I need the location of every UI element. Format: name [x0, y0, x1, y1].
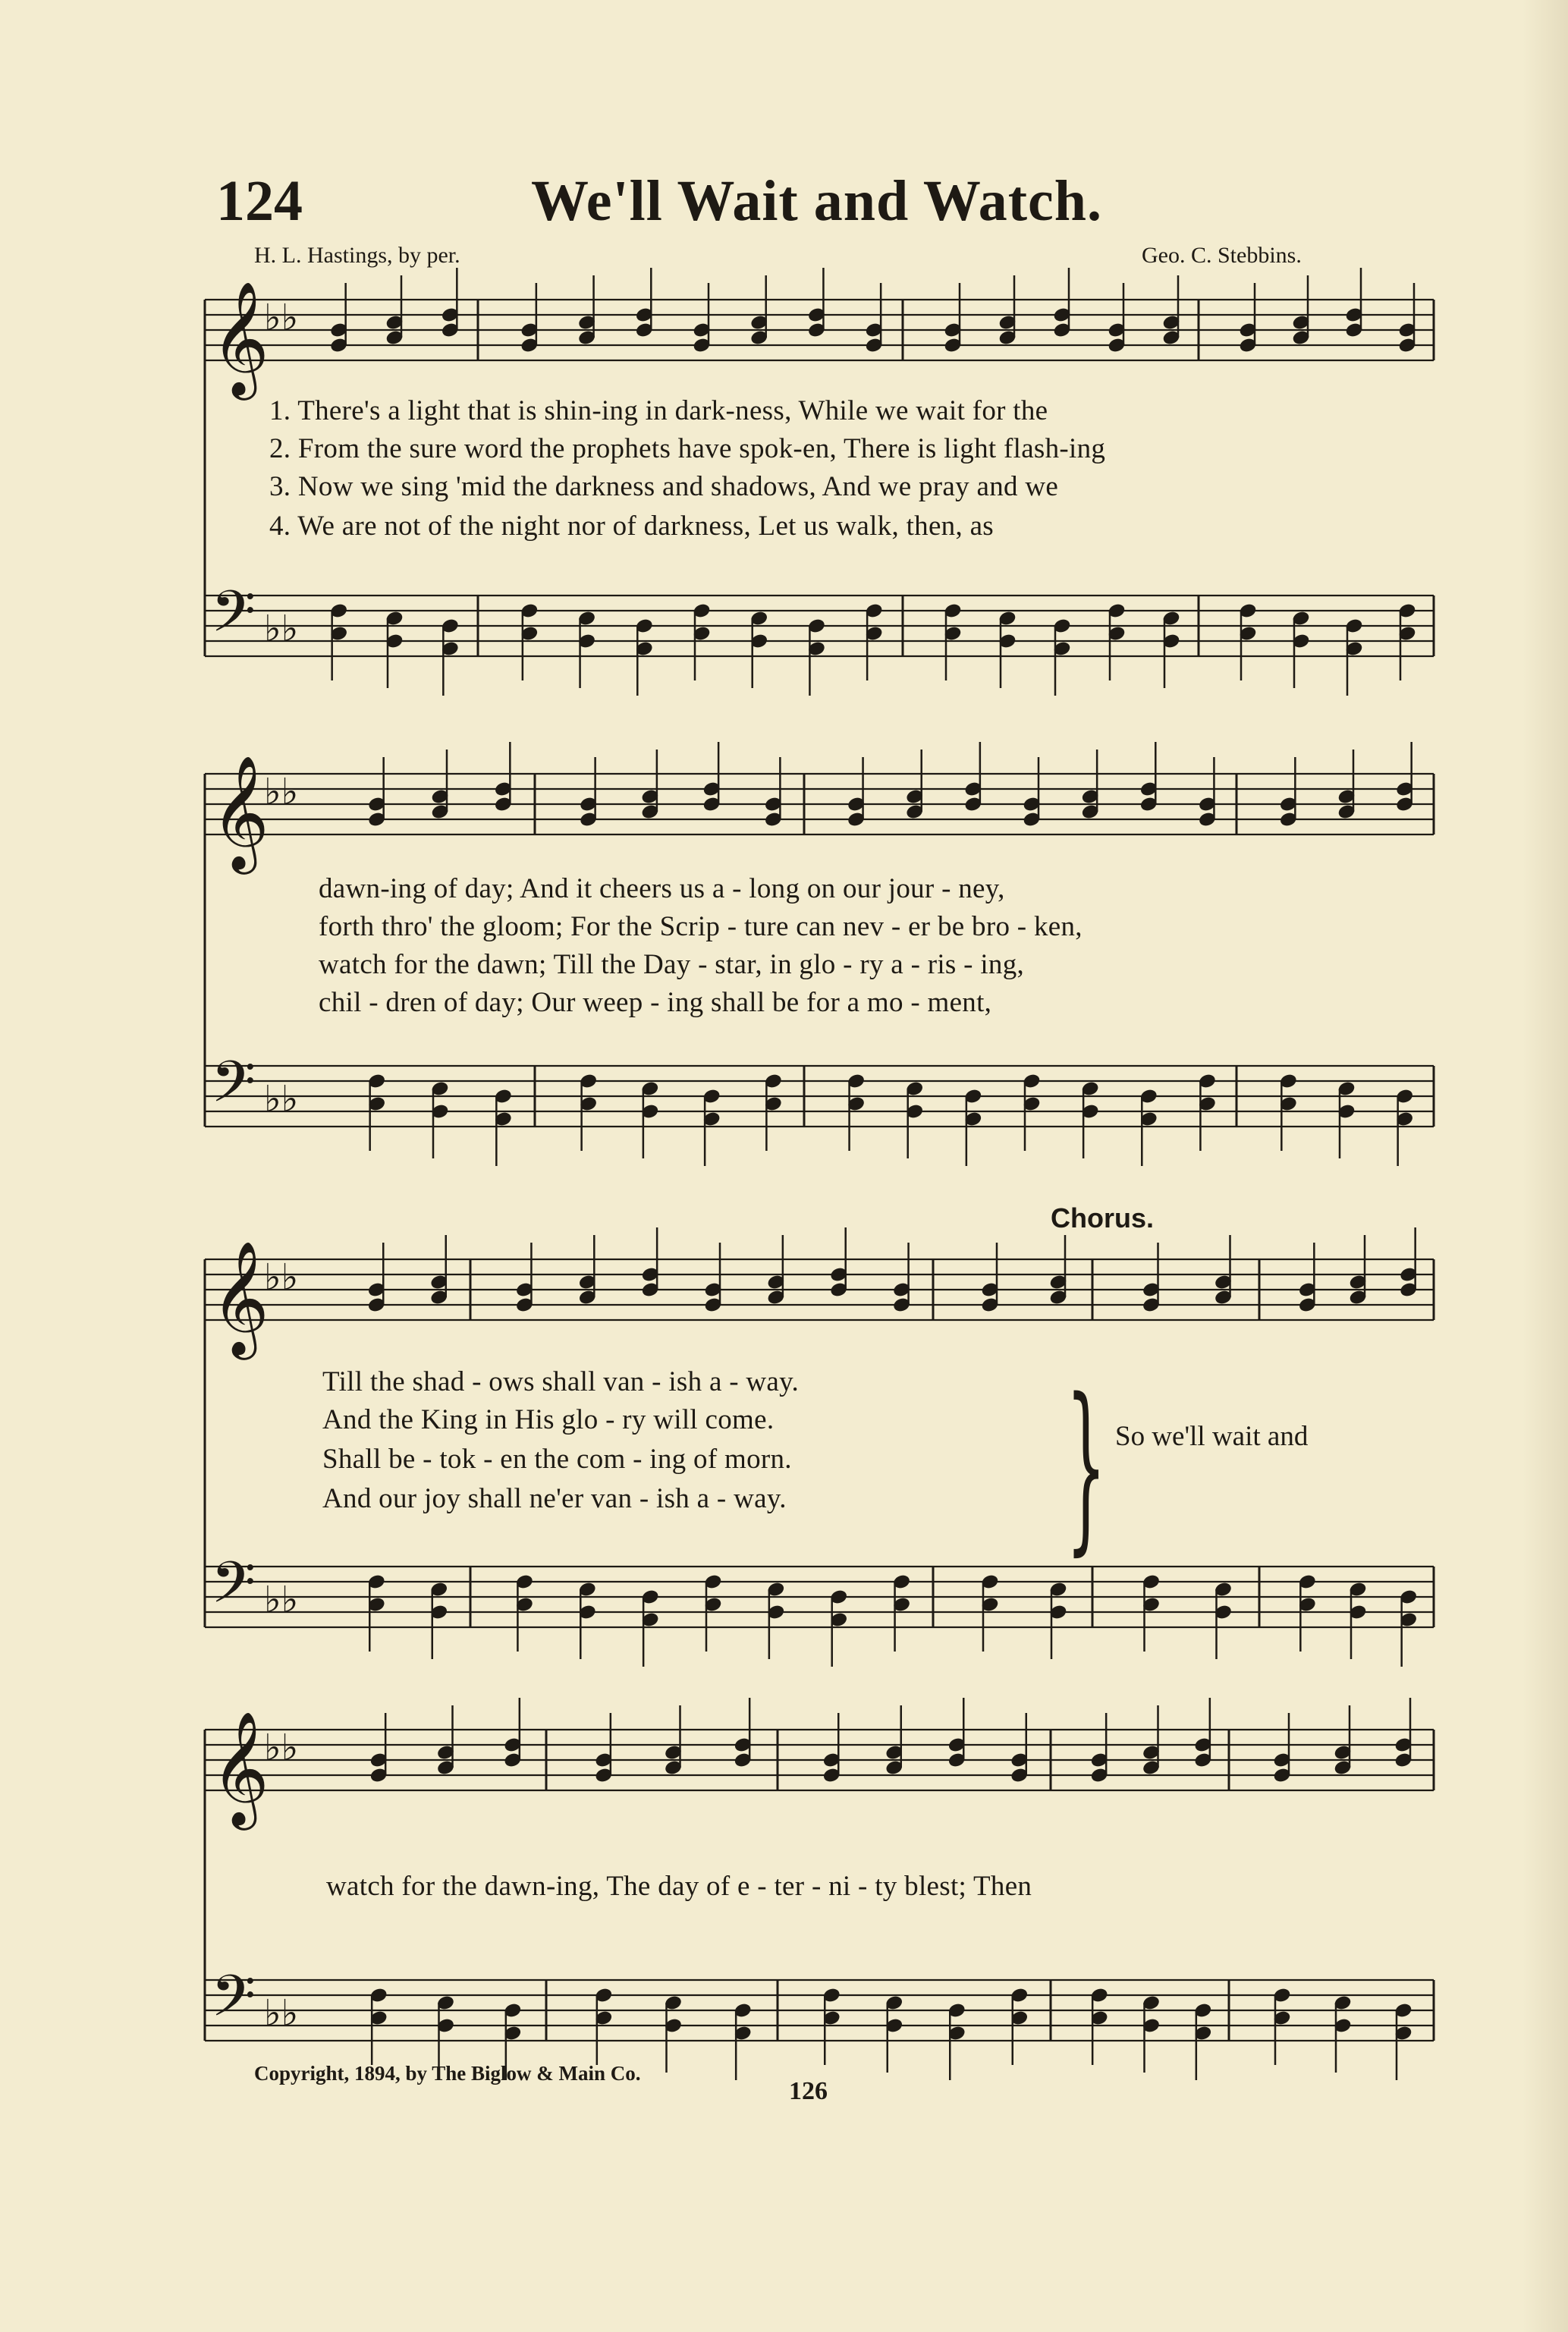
copyright-notice: Copyright, 1894, by The Biglow & Main Co.: [254, 2062, 641, 2085]
composer-credit: Geo. C. Stebbins.: [1142, 243, 1302, 268]
verse1-line2: dawn-ing of day; And it cheers us a - long on our jour - ney,: [319, 873, 1005, 904]
svg-text:♭♭: ♭♭: [264, 1727, 299, 1769]
verse1-line3: Till the shad - ows shall van - ish a - way.: [322, 1366, 800, 1397]
verse4-line2: chil - dren of day; Our weep - ing shall be for a mo - ment,: [319, 987, 992, 1018]
lyricist-credit: H. L. Hastings, by per.: [254, 243, 460, 268]
verse4-line3: And our joy shall ne'er van - ish a - way.: [322, 1483, 787, 1514]
verse3-line2: watch for the dawn; Till the Day - star, in glo - ry a - ris - ing,: [319, 949, 1025, 980]
chorus-line: watch for the dawn-ing, The day of e - ter - ni - ty blest; Then: [326, 1871, 1032, 1902]
verse2-line2: forth thro' the gloom; For the Scrip - ture can nev - er be bro - ken,: [319, 911, 1083, 942]
svg-text:♭♭: ♭♭: [264, 1579, 299, 1621]
verse4-line1: 4. We are not of the night nor of darkness, Let us walk, then, as: [269, 511, 994, 542]
page-number: 126: [789, 2077, 828, 2105]
svg-text:♭♭: ♭♭: [264, 1256, 299, 1299]
svg-text:♭♭: ♭♭: [264, 1992, 299, 2035]
svg-text:𝄞: 𝄞: [211, 1710, 269, 1825]
svg-text:♭♭: ♭♭: [264, 1078, 299, 1120]
svg-text:𝄢: 𝄢: [211, 1549, 256, 1630]
verse3-line1: 3. Now we sing 'mid the darkness and shadows, And we pray and we: [269, 471, 1059, 502]
hymn-number: 124: [216, 169, 303, 233]
verse-brace: }: [1066, 1359, 1107, 1572]
verse2-line1: 2. From the sure word the prophets have spok-en, There is light flash-ing: [269, 433, 1106, 464]
svg-text:𝄞: 𝄞: [211, 1240, 269, 1355]
svg-text:♭♭: ♭♭: [264, 771, 299, 813]
verse2-line3: And the King in His glo - ry will come.: [322, 1404, 775, 1435]
svg-text:𝄢: 𝄢: [211, 578, 256, 659]
svg-text:♭♭: ♭♭: [264, 297, 299, 339]
chorus-label: Chorus.: [1051, 1202, 1155, 1234]
svg-text:𝄞: 𝄞: [211, 280, 269, 395]
hymn-title: We'll Wait and Watch.: [531, 169, 1103, 233]
svg-text:𝄢: 𝄢: [211, 1963, 256, 2044]
svg-text:♭♭: ♭♭: [264, 608, 299, 650]
verse3-line3: Shall be - tok - en the com - ing of morn.: [322, 1444, 792, 1475]
chorus-text: So we'll wait and: [1115, 1421, 1309, 1452]
svg-text:𝄢: 𝄢: [211, 1048, 256, 1130]
verse1-line1: 1. There's a light that is shin-ing in dark-ness, While we wait for the: [269, 395, 1048, 426]
svg-text:𝄞: 𝄞: [211, 754, 269, 869]
